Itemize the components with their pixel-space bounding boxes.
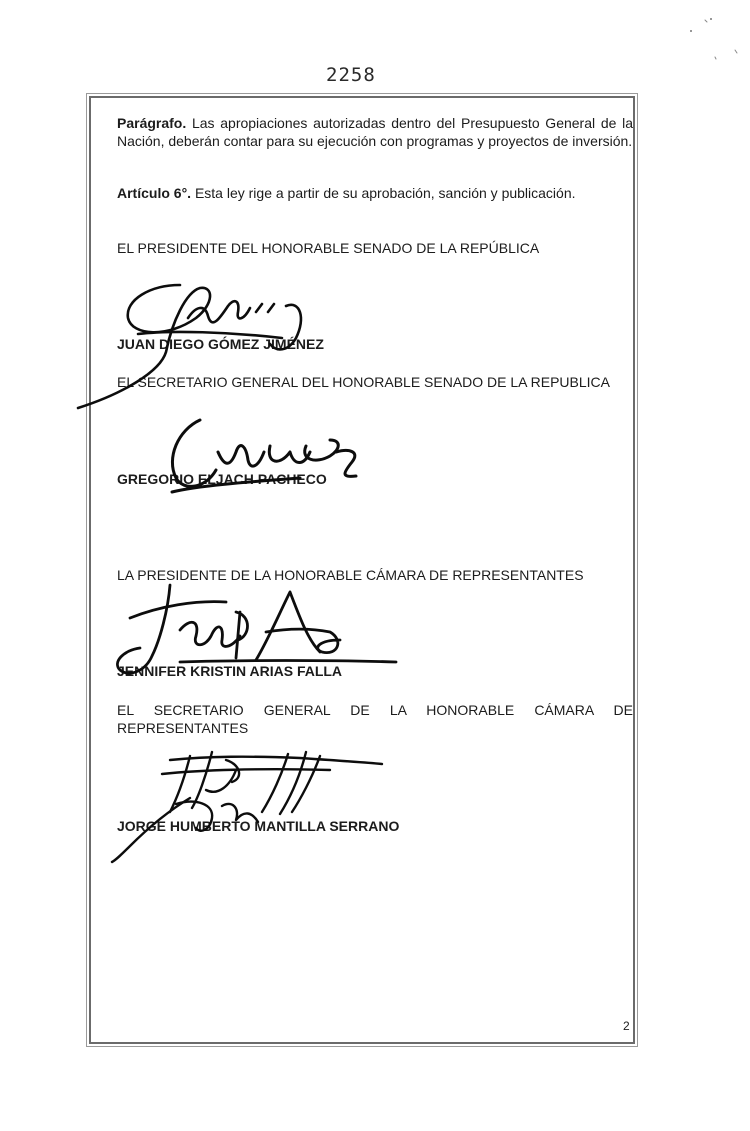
signature-senate-secretary <box>172 420 356 492</box>
signatory-title-chamber-secretary: EL SECRETARIO GENERAL DE LA HONORABLE CÁMARA DE REPRESENTANTES <box>117 702 633 736</box>
signatory-title-senate-secretary: EL SECRETARIO GENERAL DEL HONORABLE SENADO DE LA REPUBLICA <box>117 374 610 390</box>
articulo-label: Artículo 6°. <box>117 185 192 201</box>
signature-chamber-secretary <box>112 752 382 862</box>
signature-senate-president <box>78 285 301 408</box>
signatory-title-senate-president: EL PRESIDENTE DEL HONORABLE SENADO DE LA REPÚBLICA <box>117 240 540 256</box>
footer-page-number: 2 <box>623 1019 630 1033</box>
signatory-name-chamber-president: JENNIFER KRISTIN ARIAS FALLA <box>117 663 343 679</box>
paragrafo-text: Las apropiaciones autorizadas dentro del Presupuesto General de la Nación, deberán contar para su ejecución con programas y proyectos de inversión. <box>117 115 633 149</box>
scan-marks <box>705 20 737 59</box>
signatory-name-senate-president: JUAN DIEGO GÓMEZ JIMÉNEZ <box>117 336 324 352</box>
signatory-name-senate-secretary: GREGORIO ELJACH PACHECO <box>117 471 327 487</box>
signatory-title-chamber-president: LA PRESIDENTE DE LA HONORABLE CÁMARA DE REPRESENTANTES <box>117 567 584 583</box>
scan-speck <box>690 30 692 32</box>
scan-speck <box>710 18 712 20</box>
articulo-text: Esta ley rige a partir de su aprobación, sanción y publicación. <box>194 185 576 201</box>
page-stamp-number: 2258 <box>326 64 376 86</box>
signatory-name-chamber-secretary: JORGE HUMBERTO MANTILLA SERRANO <box>117 818 400 834</box>
signature-chamber-president <box>117 585 396 673</box>
paragrafo-label: Parágrafo. <box>117 115 187 131</box>
